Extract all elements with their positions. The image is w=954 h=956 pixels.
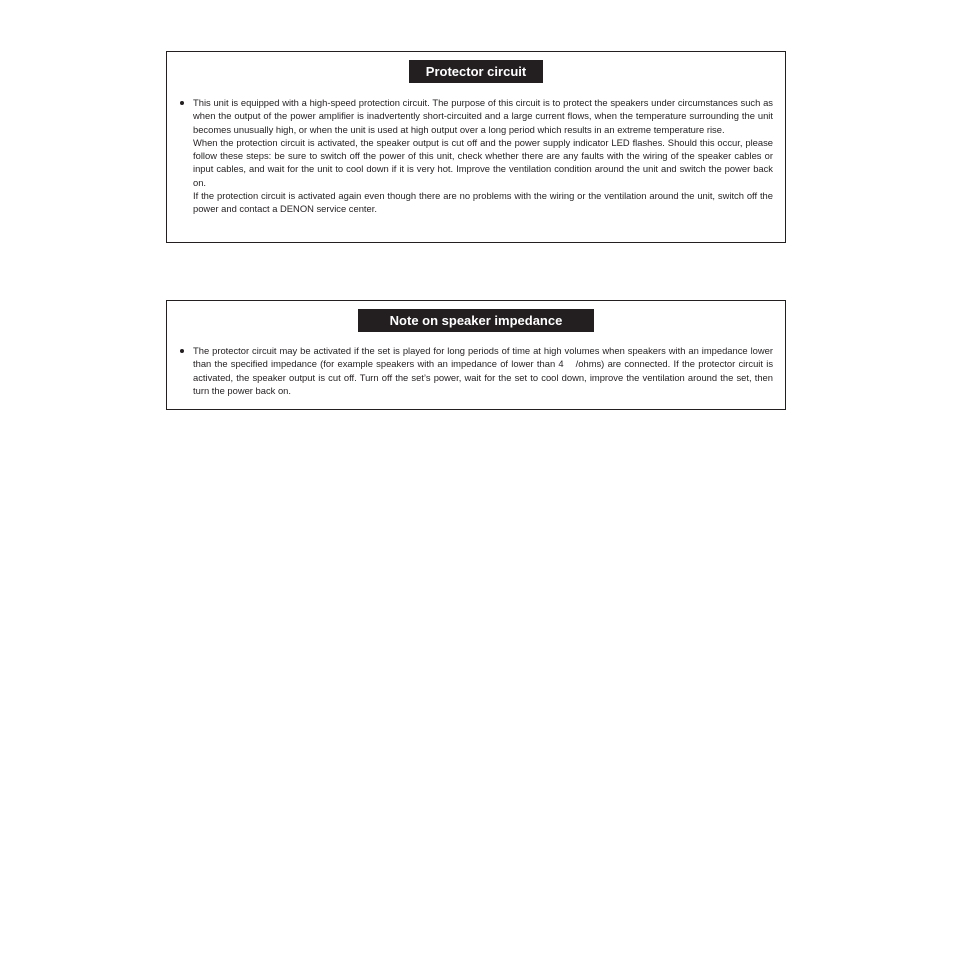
- speaker-impedance-box: [166, 300, 786, 410]
- protector-paragraph-1: This unit is equipped with a high-speed protection circuit. The purpose of this circuit is to protect the speakers under circumstances such as when the output of the power amplifier is inadvertently short-circuited and a large current flows, when the temperature surrounding the unit becomes unusually high, or when the unit is used at high output over a long period which results in an extreme temperature rise.: [193, 97, 773, 135]
- impedance-paragraph: [193, 344, 773, 397]
- bullet-icon: [180, 349, 184, 353]
- impedance-text-after: /ohms) are connected. If the protector circuit is activated, the speaker output is cut off. Turn off the set’s power, wait for the set to cool down, improve the ventilation around the set, then turn the power back on.: [193, 358, 774, 396]
- impedance-text-before: The protector circuit may be activated if the set is played for long periods of time at high volumes when speakers with an impedance lower than the specified impedance (for example speakers with an impedance of lower than 4: [193, 345, 773, 370]
- bullet-icon: [180, 101, 184, 105]
- protector-paragraph-2: When the protection circuit is activated, the speaker output is cut off and the power supply indicator LED flashes. Should this occur, please follow these steps: be sure to switch off the power of this unit, check whether there are any faults with the wiring of the speaker cables or input cables, and wait for the unit to cool down if it is very hot. Improve the ventilation condition around the unit and switch the power back on.: [193, 136, 773, 188]
- speaker-impedance-list: [179, 344, 773, 397]
- list-item: [179, 96, 773, 216]
- protector-circuit-box: [166, 51, 786, 243]
- list-item: [179, 344, 773, 397]
- protector-paragraph-3: If the protection circuit is activated again even though there are no problems with the wiring or the ventilation around the unit, switch off the power and contact a DENON service center.: [193, 190, 773, 215]
- speaker-impedance-title: Note on speaker impedance: [358, 309, 594, 332]
- protector-circuit-list: [179, 96, 773, 216]
- protector-circuit-title: Protector circuit: [409, 60, 543, 83]
